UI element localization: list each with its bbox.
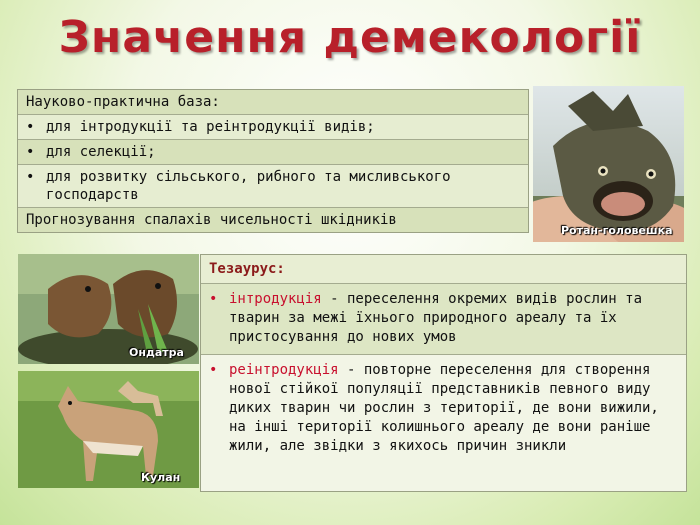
- list-item: [18, 165, 528, 208]
- photo-caption: Ротан-головешка: [561, 224, 673, 237]
- term: інтродукція: [229, 291, 322, 307]
- page-title: Значення демекології: [58, 12, 642, 63]
- list-item: [18, 115, 528, 140]
- table-header-row: Науково-практична база:: [18, 90, 528, 115]
- photo-caption: Ондатра: [129, 346, 184, 359]
- fish-image: [533, 86, 684, 242]
- thesaurus-table: [200, 254, 687, 492]
- photo-caption: Кулан: [141, 471, 181, 484]
- list-item-text: для розвитку сільського, рибного та мисливського господарств: [46, 169, 451, 203]
- bullet-icon: •: [26, 144, 35, 160]
- definition-text: [229, 290, 678, 348]
- definition-text: [229, 361, 678, 485]
- list-item-text: для селекції;: [46, 144, 156, 160]
- ondatra-photo: [18, 254, 199, 364]
- bullet-icon: •: [26, 169, 35, 185]
- table-footer-row: Прогнозування спалахів чисельності шкідників: [18, 208, 528, 232]
- kulan-photo: [18, 371, 199, 488]
- list-item: [18, 140, 528, 165]
- list-item: [201, 284, 686, 355]
- bullet-icon: •: [209, 291, 218, 307]
- thesaurus-header: Тезаурус:: [201, 255, 686, 284]
- bullet-icon: •: [209, 362, 218, 378]
- bullet-icon: •: [26, 119, 35, 135]
- definition: - переселення окремих видів рослин та тварин за межі їхнього природного ареалу та їх пристосування до нових умов: [229, 291, 643, 345]
- practical-base-table: [17, 89, 529, 233]
- rotan-photo: [533, 86, 684, 242]
- list-item: [201, 355, 686, 491]
- term: реінтродукція: [229, 362, 339, 378]
- list-item-text: для інтродукції та реінтродукції видів;: [46, 119, 375, 135]
- definition: - повторне переселення для створення нової стійкої популяції представників певного виду диких тварин чи рослин з території, де вони вижили, на інші території колишнього ареалу де вони раніше жили, але звідки з якихось причин зникли: [229, 362, 659, 454]
